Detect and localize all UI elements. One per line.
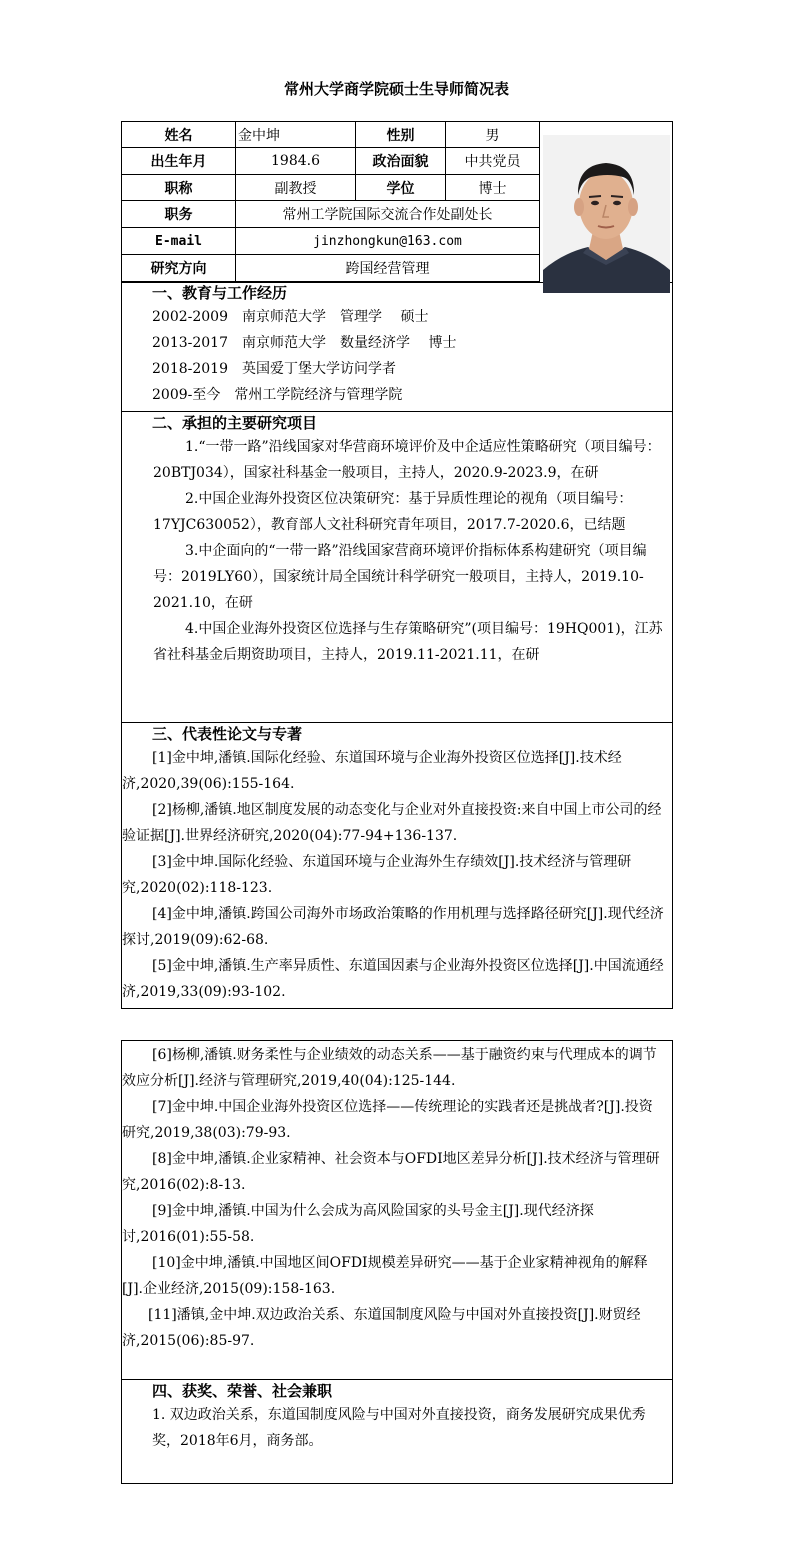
birth-label: 出生年月 — [122, 148, 236, 175]
paper-text: [5]金中坤,潘镇.生产率异质性、东道国因素与企业海外投资区位选择[J].中国流通经济,2019,33(09):93-102. — [122, 958, 664, 1000]
paper-item — [122, 901, 672, 953]
paper-text: [3]金中坤.国际化经验、东道国环境与企业海外生存绩效[J].技术经济与管理研究,2020(02):118-123. — [122, 854, 632, 896]
projects-section — [121, 411, 673, 723]
paper-text: [4]金中坤,潘镇.跨国公司海外市场政治策略的作用机理与选择路径研究[J].现代经济探讨,2019(09):62-68. — [122, 906, 664, 948]
research-value: 跨国经营管理 — [236, 255, 540, 282]
paper-item — [122, 1042, 672, 1094]
position-value: 常州工学院国际交流合作处副处长 — [236, 201, 540, 228]
project-text: 2.中国企业海外投资区位决策研究：基于异质性理论的视角（项目编号：17YJC630052），教育部人文社科研究青年项目，2017.7-2020.6，已结题 — [153, 491, 633, 533]
gender-value: 男 — [446, 122, 540, 148]
education-heading: 一、教育与工作经历 — [152, 284, 288, 302]
paper-item — [122, 1302, 672, 1354]
paper-item — [122, 953, 672, 1005]
research-label: 研究方向 — [122, 255, 236, 282]
project-text: 1.“一带一路”沿线国家对华营商环境评价及中企适应性策略研究（项目编号：20BTJ034），国家社科基金一般项目，主持人，2020.9-2023.9，在研 — [153, 439, 661, 481]
politics-value: 中共党员 — [446, 148, 540, 175]
education-section — [121, 282, 673, 412]
politics-label: 政治面貌 — [356, 148, 446, 175]
papers-continued-section — [121, 1040, 673, 1380]
email-value: jinzhongkun@163.com — [236, 228, 540, 255]
education-item: 2002-2009 南京师范大学 管理学 硕士 — [152, 309, 429, 325]
paper-item — [122, 1094, 672, 1146]
name-value: 金中坤 — [236, 122, 356, 148]
paper-text: [6]杨柳,潘镇.财务柔性与企业绩效的动态关系——基于融资约束与代理成本的调节效应分析[J].经济与管理研究,2019,40(04):125-144. — [122, 1047, 657, 1089]
email-label: E-mail — [122, 228, 236, 255]
education-item: 2013-2017 南京师范大学 数量经济学 博士 — [152, 335, 457, 351]
education-item: 2009-至今 常州工学院经济与管理学院 — [152, 387, 403, 403]
papers-section — [121, 722, 673, 1009]
project-item — [122, 538, 672, 616]
award-item — [122, 1402, 672, 1454]
paper-item — [122, 1250, 672, 1302]
paper-text: [7]金中坤.中国企业海外投资区位选择——传统理论的实践者还是挑战者?[J].投资研究,2019,38(03):79-93. — [122, 1099, 653, 1141]
paper-item — [122, 849, 672, 901]
paper-text: [11]潘镇,金中坤.双边政治关系、东道国制度风险与中国对外直接投资[J].财贸经济,2015(06):85-97. — [122, 1307, 641, 1349]
paper-text: [2]杨柳,潘镇.地区制度发展的动态变化与企业对外直接投资:来自中国上市公司的经验证据[J].世界经济研究,2020(04):77-94+136-137. — [122, 802, 662, 844]
title-label: 职称 — [122, 175, 236, 201]
paper-text: [9]金中坤,潘镇.中国为什么会成为高风险国家的头号金主[J].现代经济探讨,2016(01):55-58. — [122, 1203, 594, 1245]
project-item — [122, 616, 672, 668]
project-text: 3.中企面向的“一带一路”沿线国家营商环境评价指标体系构建研究（项目编号：2019LY60），国家统计局全国统计科学研究一般项目，主持人，2019.10-2021.10，在研 — [153, 543, 647, 611]
portrait-image — [543, 135, 670, 293]
page-title: 常州大学商学院硕士生导师简况表 — [283, 80, 509, 98]
award-text: 1. 双边政治关系，东道国制度风险与中国对外直接投资，商务发展研究成果优秀奖，2018年6月，商务部。 — [152, 1407, 646, 1449]
paper-text: [10]金中坤,潘镇.中国地区间OFDI规模差异研究——基于企业家精神视角的解释[J].企业经济,2015(09):158-163. — [122, 1255, 648, 1297]
project-item — [122, 486, 672, 538]
position-label: 职务 — [122, 201, 236, 228]
paper-item — [122, 797, 672, 849]
project-item — [122, 434, 672, 486]
paper-item — [122, 1198, 672, 1250]
awards-section — [121, 1379, 673, 1484]
profile-photo — [543, 135, 670, 293]
projects-heading: 二、承担的主要研究项目 — [152, 414, 318, 432]
degree-value: 博士 — [446, 175, 540, 201]
name-label: 姓名 — [122, 122, 236, 148]
title-value: 副教授 — [236, 175, 356, 201]
paper-item — [122, 1146, 672, 1198]
project-text: 4.中国企业海外投资区位选择与生存策略研究”(项目编号：19HQ001)，江苏省社科基金后期资助项目，主持人，2019.11-2021.11，在研 — [153, 621, 663, 663]
paper-text: [1]金中坤,潘镇.国际化经验、东道国环境与企业海外投资区位选择[J].技术经济,2020,39(06):155-164. — [122, 750, 622, 792]
awards-heading: 四、获奖、荣誉、社会兼职 — [152, 1382, 333, 1400]
papers-heading: 三、代表性论文与专著 — [152, 725, 303, 743]
paper-text: [8]金中坤,潘镇.企业家精神、社会资本与OFDI地区差异分析[J].技术经济与管理研究,2016(02):8-13. — [122, 1151, 660, 1193]
degree-label: 学位 — [356, 175, 446, 201]
paper-item — [122, 745, 672, 797]
education-item: 2018-2019 英国爱丁堡大学访问学者 — [152, 361, 396, 377]
gender-label: 性别 — [356, 122, 446, 148]
birth-value: 1984.6 — [236, 148, 356, 175]
